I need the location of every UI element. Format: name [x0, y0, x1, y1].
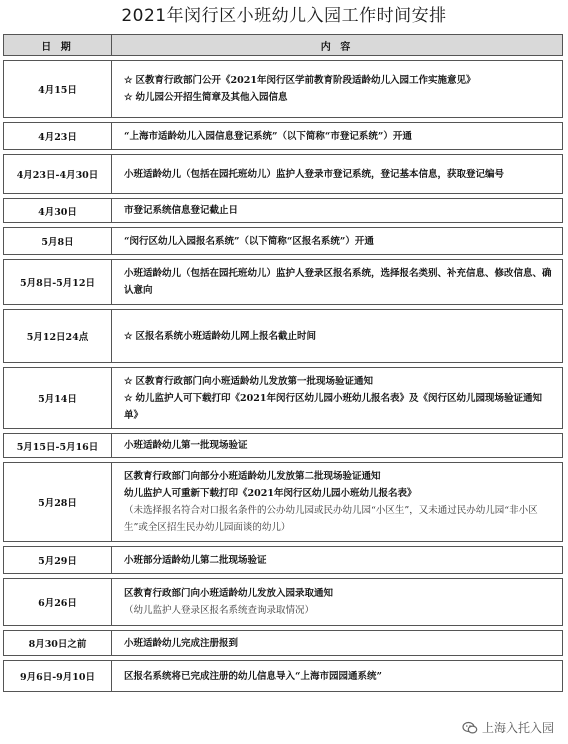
row-date: 5月15日-5月16日	[3, 433, 111, 458]
row-content	[111, 154, 563, 194]
content-column-header: 内 容	[111, 34, 563, 56]
line-text: 幼儿园公开招生简章及其他入园信息	[135, 92, 288, 103]
row-line	[124, 373, 554, 390]
row-date: 8月30日之前	[3, 630, 111, 656]
table-row	[3, 462, 563, 542]
row-date: 4月23日-4月30日	[3, 154, 111, 194]
table-row	[3, 660, 563, 692]
line-text: 区教育行政部门公开《2021年闵行区学前教育阶段适龄幼儿入园工作实施意见》	[135, 75, 476, 86]
star-icon: ☆	[124, 375, 133, 387]
row-line	[124, 166, 554, 183]
line-text: “上海市适龄幼儿入园信息登记系统”（以下简称“市登记系统”）开通	[124, 130, 412, 142]
row-date: 4月30日	[3, 198, 111, 223]
date-column-header: 日 期	[3, 34, 111, 56]
table-row	[3, 546, 563, 574]
table-row	[3, 309, 563, 363]
row-date: 9月6日-9月10日	[3, 660, 111, 692]
line-text: 小班适龄幼儿（包括在园托班幼儿）监护人登录区报名系统，选择报名类别、补充信息、修改信息、确认意向	[124, 268, 552, 296]
row-date: 5月29日	[3, 546, 111, 574]
row-content	[111, 367, 563, 429]
table-row	[3, 630, 563, 656]
row-content	[111, 660, 563, 692]
row-line	[124, 390, 554, 424]
line-text: （幼儿监护人登录区报名系统查询录取情况）	[124, 605, 315, 616]
table-row	[3, 60, 563, 118]
line-text: 区教育行政部门向小班适龄幼儿发放入园录取通知	[124, 588, 334, 599]
row-line	[124, 635, 554, 652]
line-text: （未选择报名符合对口报名条件的公办幼儿园或民办幼儿园“小区生”，又未通过民办幼儿园“非小区生”或全区招生民办幼儿园面谈的幼儿）	[124, 505, 538, 533]
table-row	[3, 578, 563, 626]
row-line	[124, 72, 554, 89]
row-content	[111, 259, 563, 305]
line-text: 市登记系统信息登记截止日	[124, 205, 239, 216]
row-date: 5月28日	[3, 462, 111, 542]
table-row	[3, 367, 563, 429]
row-note	[124, 502, 554, 536]
line-text: 幼儿监护人可下载打印《2021年闵行区幼儿园小班幼儿报名表》及《闵行区幼儿园现场验证通知单》	[124, 392, 542, 421]
line-text: “闵行区幼儿入园报名系统”（以下简称“区报名系统”）开通	[124, 235, 374, 247]
row-content	[111, 60, 563, 118]
schedule-table	[3, 30, 563, 696]
table-row	[3, 227, 563, 255]
table-row	[3, 154, 563, 194]
watermark	[462, 719, 554, 736]
row-content	[111, 433, 563, 458]
star-icon: ☆	[124, 75, 133, 86]
row-date: 5月8日-5月12日	[3, 259, 111, 305]
row-content	[111, 462, 563, 542]
row-line	[124, 233, 554, 250]
row-line	[124, 668, 554, 685]
row-date: 5月14日	[3, 367, 111, 429]
row-date: 5月12日24点	[3, 309, 111, 363]
row-line	[124, 265, 554, 299]
row-line	[124, 328, 554, 345]
row-note	[124, 602, 554, 619]
row-line	[124, 552, 554, 569]
table-header-row	[3, 34, 563, 56]
row-content	[111, 198, 563, 223]
line-text: 小班适龄幼儿第一批现场验证	[124, 440, 248, 451]
line-text: 小班适龄幼儿（包括在园托班幼儿）监护人登录市登记系统，登记基本信息，获取登记编号	[124, 168, 505, 180]
row-line	[124, 437, 554, 454]
row-date: 4月23日	[3, 122, 111, 150]
table-row	[3, 198, 563, 223]
watermark-text: 上海入托入园	[481, 721, 554, 735]
row-line	[124, 202, 554, 219]
row-content	[111, 309, 563, 363]
row-content	[111, 578, 563, 626]
line-text: 小班适龄幼儿完成注册报到	[124, 637, 239, 649]
row-date: 6月26日	[3, 578, 111, 626]
row-date: 5月8日	[3, 227, 111, 255]
table-row	[3, 433, 563, 458]
line-text: 区报名系统将已完成注册的幼儿信息导入“上海市园园通系统”	[124, 670, 382, 682]
row-line	[124, 128, 554, 145]
row-date: 4月15日	[3, 60, 111, 118]
line-text: 区教育行政部门向小班适龄幼儿发放第一批现场验证通知	[135, 375, 374, 387]
line-text: 小班部分适龄幼儿第二批现场验证	[124, 554, 267, 566]
star-icon: ☆	[124, 92, 133, 103]
row-content	[111, 630, 563, 656]
wechat-icon	[462, 720, 478, 736]
row-line	[124, 89, 554, 106]
table-row	[3, 122, 563, 150]
line-text: 幼儿监护人可重新下载打印《2021年闵行区幼儿园小班幼儿报名表》	[124, 488, 417, 499]
star-icon: ☆	[124, 330, 133, 342]
table-row	[3, 259, 563, 305]
row-line	[124, 485, 554, 502]
row-content	[111, 227, 563, 255]
line-text: 区报名系统小班适龄幼儿网上报名截止时间	[135, 330, 317, 342]
line-text: 区教育行政部门向部分小班适龄幼儿发放第二批现场验证通知	[124, 471, 381, 482]
page-title: 2021年闵行区小班幼儿入园工作时间安排	[121, 6, 447, 26]
row-line	[124, 468, 554, 485]
row-content	[111, 546, 563, 574]
star-icon: ☆	[124, 392, 133, 404]
row-line	[124, 585, 554, 602]
row-content	[111, 122, 563, 150]
